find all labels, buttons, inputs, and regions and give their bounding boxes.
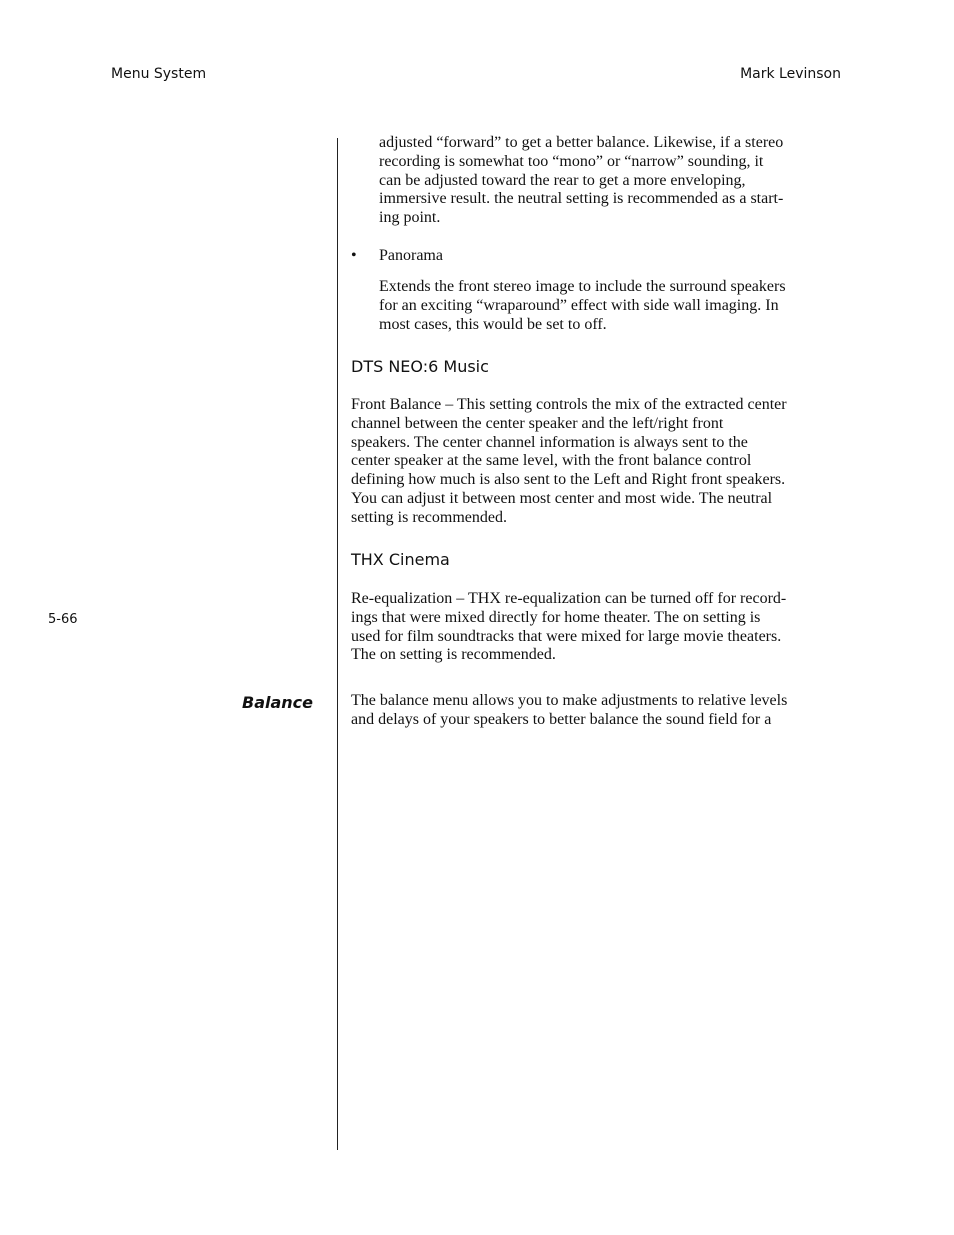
text-line: center speaker at the same level, with the front balance control: [351, 452, 752, 470]
text-line: speakers. The center channel information is always sent to the: [351, 433, 748, 451]
text-line: ing point.: [379, 209, 441, 227]
text-line: Re-equalization – THX re-equalization can be turned off for record-: [351, 590, 787, 607]
text-line: adjusted “forward” to get a better balance. Likewise, if a stereo: [379, 134, 784, 151]
text-line: defining how much is also sent to the Left and Right front speakers.: [351, 471, 786, 489]
running-header-section: Menu System: [111, 66, 207, 82]
text-line: ings that were mixed directly for home theater. The on setting is: [351, 608, 761, 626]
balance-section-heading: Balance: [242, 693, 313, 712]
text-line: Extends the front stereo image to include the surround speakers: [379, 278, 786, 295]
text-line: recording is somewhat too “mono” or “narrow” sounding, it: [379, 152, 764, 170]
thx-cinema-paragraph: [351, 590, 786, 665]
text-line: The balance menu allows you to make adjustments to relative levels: [351, 692, 788, 709]
panorama-label: Panorama: [379, 247, 443, 264]
text-line: channel between the center speaker and the left/right front: [351, 414, 724, 432]
text-line: most cases, this would be set to off.: [379, 315, 607, 333]
text-line: can be adjusted toward the rear to get a more enveloping,: [379, 171, 746, 189]
text-line: setting is recommended.: [351, 508, 507, 526]
column-divider-rule: [337, 138, 338, 1150]
text-line: used for film soundtracks that were mixed for large movie theaters.: [351, 627, 782, 645]
dts-neo6-music-heading: DTS NEO:6 Music: [351, 357, 489, 376]
bullet-marker: •: [351, 247, 357, 264]
text-line: for an exciting “wraparound” effect with side wall imaging. In: [379, 296, 779, 314]
panorama-paragraph: [379, 278, 786, 334]
running-header-brand: Mark Levinson: [740, 66, 841, 82]
continuation-paragraph: [379, 134, 783, 228]
text-line: immersive result. the neutral setting is recommended as a start-: [379, 190, 784, 208]
balance-paragraph: [351, 692, 787, 730]
page-number: 5-66: [48, 612, 78, 627]
text-line: The on setting is recommended.: [351, 646, 556, 664]
text-line: Front Balance – This setting controls the mix of the extracted center: [351, 396, 787, 413]
dts-neo6-music-paragraph: [351, 396, 787, 528]
text-line: and delays of your speakers to better balance the sound field for a: [351, 710, 772, 728]
text-line: You can adjust it between most center and most wide. The neutral: [351, 489, 773, 507]
thx-cinema-heading: THX Cinema: [351, 550, 450, 569]
